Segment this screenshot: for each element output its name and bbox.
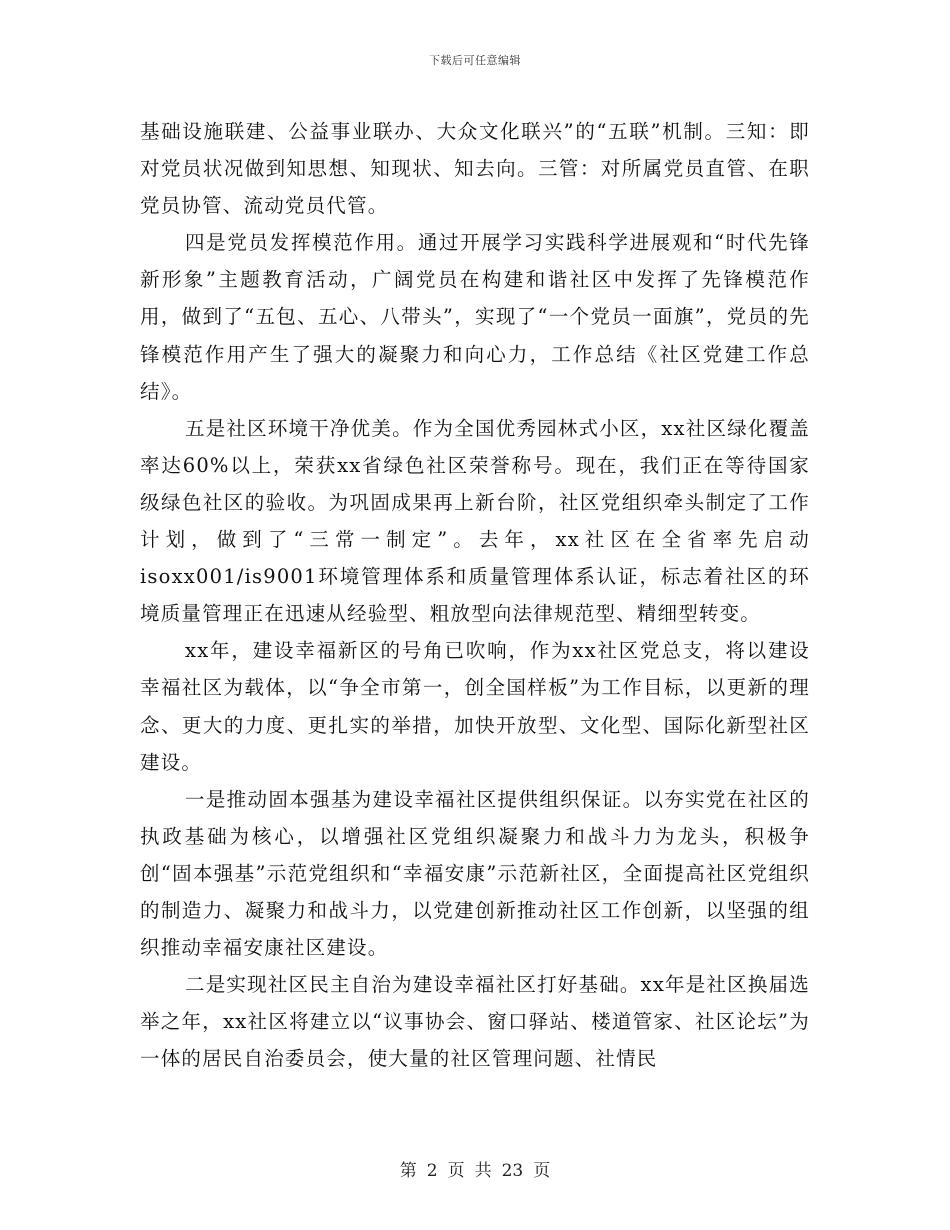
footer-word-di: 第 — [399, 1161, 417, 1181]
paragraph: 二是实现社区民主自治为建设幸福社区打好基础。xx年是社区换届选举之年，xx社区将建立以“议事协会、窗口驿站、楼道管家、社区论坛”为一体的居民自治委员会，使大量的社区管理问题、社情民 — [140, 973, 810, 1071]
paragraph: 基础设施联建、公益事业联办、大众文化联兴”的“五联”机制。三知：即对党员状况做到知思想、知现状、知去向。三管：对所属党员直管、在职党员协管、流动党员代管。 — [140, 120, 810, 218]
footer-word-ye-end: 页 — [533, 1161, 551, 1181]
paragraph: 一是推动固本强基为建设幸福社区提供组织保证。以夯实党在社区的执政基础为核心，以增强社区党组织凝聚力和战斗力为龙头，积极争创“固本强基”示范党组织和“幸福安康”示范新社区，全面提高社区党组织的制造力、凝聚力和战斗力，以党建创新推动社区工作创新，以坚强的组织推动幸福安康社区建设。 — [140, 787, 810, 960]
page-footer — [0, 1156, 950, 1181]
paragraph: xx年，建设幸福新区的号角已吹响，作为xx社区党总支，将以建设幸福社区为载体，以“争全市第一，创全国样板”为工作目标，以更新的理念、更大的力度、更扎实的举措，加快开放型、文化型、国际化新型社区建设。 — [140, 639, 810, 774]
current-page-number: 2 — [426, 1161, 438, 1181]
document-body — [140, 113, 810, 1077]
footer-word-gong: 共 — [474, 1161, 492, 1181]
paragraph: 四是党员发挥模范作用。通过开展学习实践科学进展观和“时代先锋新形象”主题教育活动，广阔党员在构建和谐社区中发挥了先锋模范作用，做到了“五包、五心、八带头”，实现了“一个党员一面旗”，党员的先锋模范作用产生了强大的凝聚力和向心力，工作总结《社区党建工作总结》。 — [140, 231, 810, 403]
total-page-count: 23 — [501, 1161, 524, 1181]
page-header-note: 下载后可任意编辑 — [429, 54, 521, 67]
footer-word-ye: 页 — [447, 1161, 465, 1181]
paragraph: 五是社区环境干净优美。作为全国优秀园林式小区，xx社区绿化覆盖率达60%以上，荣获xx省绿色社区荣誉称号。现在，我们正在等待国家级绿色社区的验收。为巩固成果再上新台阶，社区党组织牵头制定了工作计划，做到了“三常一制定”。去年，xx社区在全省率先启动isoxx001/is9001环境管理体系和质量管理体系认证，标志着社区的环境质量管理正在迅速从经验型、粗放型向法律规范型、精细型转变。 — [140, 416, 810, 626]
